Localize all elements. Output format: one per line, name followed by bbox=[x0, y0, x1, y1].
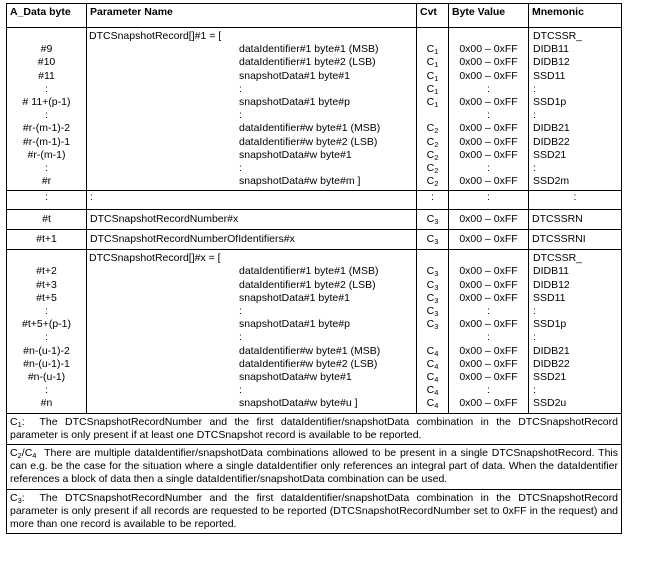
block1-value-1: 0x00 – 0xFF bbox=[459, 43, 518, 56]
block1-byte-11: #r bbox=[41, 175, 52, 188]
block1-cvt-4: $C_1$ bbox=[426, 82, 439, 96]
record-number-mnemonic: DTCSSRN bbox=[529, 210, 622, 230]
row-record-number bbox=[7, 210, 622, 230]
block1-byte-10: : bbox=[45, 161, 48, 174]
block2-param-9: snapshotData#w byte#1 bbox=[239, 370, 352, 383]
row-number-of-identifiers bbox=[7, 230, 622, 250]
block2-param-2: dataIdentifier#1 byte#2 (LSB) bbox=[239, 278, 376, 291]
block2-value-3: 0x00 – 0xFF bbox=[459, 291, 518, 304]
block2-param-1: dataIdentifier#1 byte#1 (MSB) bbox=[239, 265, 379, 278]
block2-value-6: : bbox=[487, 331, 490, 344]
block2-value-5: 0x00 – 0xFF bbox=[459, 318, 518, 331]
block1-param-0: DTCSnapshotRecord[]#1 = [ bbox=[89, 30, 222, 42]
block2-mnem-6: : bbox=[533, 331, 536, 344]
block1-mnem-3: SSD11 bbox=[533, 69, 566, 82]
note-c1 bbox=[7, 413, 622, 444]
block1-cvt-7: $C_2$ bbox=[426, 122, 439, 136]
block2-mnem-1: DIDB11 bbox=[533, 265, 569, 278]
block1-mnem-0: DTCSSR_ bbox=[533, 30, 583, 42]
sep-byte: : bbox=[7, 191, 87, 210]
block2-param-0: DTCSnapshotRecord[]#x = [ bbox=[89, 252, 221, 265]
block2-byte-col bbox=[7, 250, 87, 413]
note-c1-row bbox=[7, 413, 622, 444]
block1-byte-7: #r-(m-1)-2 bbox=[22, 122, 71, 135]
block2-value-0 bbox=[451, 252, 526, 265]
record-number-value: 0x00 – 0xFF bbox=[449, 210, 529, 230]
block2-param-6: : bbox=[239, 331, 242, 344]
note-label: $C_2/C_4$ bbox=[10, 446, 37, 460]
block1-mnem-1: DIDB11 bbox=[533, 43, 569, 56]
block1-mnem-6: : bbox=[533, 109, 536, 122]
note-label: $C_1$: bbox=[10, 415, 25, 429]
block2-byte-2: #t+3 bbox=[36, 278, 57, 291]
block1-cvt-8: $C_2$ bbox=[426, 135, 439, 149]
block2-mnem-4: : bbox=[533, 305, 536, 317]
block1-param-10: : bbox=[239, 161, 242, 174]
record-block-1 bbox=[7, 28, 622, 191]
block1-value-6: : bbox=[487, 109, 490, 122]
block1-byte-1: #9 bbox=[40, 43, 53, 56]
block2-mnem-5: SSD1p bbox=[533, 318, 567, 331]
block1-value-10: : bbox=[487, 161, 490, 174]
block2-cvt-8: $C_4$ bbox=[426, 357, 439, 371]
block2-value-col bbox=[449, 250, 529, 413]
num-identifiers-value: 0x00 – 0xFF bbox=[449, 230, 529, 250]
num-identifiers-param: DTCSnapshotRecordNumberOfIdentifiers#x bbox=[87, 230, 417, 250]
block1-value-8: 0x00 – 0xFF bbox=[459, 135, 518, 148]
separator-row bbox=[7, 191, 622, 210]
num-identifiers-cvt: $C_3$ bbox=[417, 230, 449, 250]
block2-byte-11: #n bbox=[40, 397, 53, 410]
record-number-param: DTCSnapshotRecordNumber#x bbox=[87, 210, 417, 230]
block1-value-9: 0x00 – 0xFF bbox=[459, 148, 518, 161]
block1-mnem-4: : bbox=[533, 82, 536, 95]
block1-mnem-2: DIDB12 bbox=[533, 56, 570, 69]
block1-param-1: dataIdentifier#1 byte#1 (MSB) bbox=[239, 43, 379, 56]
parameter-table bbox=[6, 3, 622, 534]
block1-cvt-2: $C_1$ bbox=[426, 56, 439, 70]
block2-byte-4: : bbox=[45, 305, 48, 317]
block2-cvt-2: $C_3$ bbox=[426, 278, 439, 292]
block2-cvt-5: $C_3$ bbox=[426, 318, 439, 332]
sep-cvt: : bbox=[417, 191, 449, 210]
block2-cvt-1: $C_3$ bbox=[426, 265, 439, 279]
block1-value-11: 0x00 – 0xFF bbox=[459, 175, 518, 188]
block1-param-11: snapshotData#w byte#m ] bbox=[239, 175, 361, 188]
block1-param-8: dataIdentifier#w byte#2 (LSB) bbox=[239, 135, 378, 148]
sep-value: : bbox=[449, 191, 529, 210]
block2-param-5: snapshotData#1 byte#p bbox=[239, 318, 350, 331]
block2-byte-9: #n-(u-1) bbox=[27, 370, 66, 383]
block1-cvt-5: $C_1$ bbox=[426, 95, 439, 109]
block1-cvt-6 bbox=[419, 109, 446, 122]
header-a-data-byte: A_Data byte bbox=[7, 4, 87, 28]
block2-value-7: 0x00 – 0xFF bbox=[459, 344, 518, 357]
block1-mnem-7: DIDB21 bbox=[533, 122, 570, 135]
block2-byte-8: #n-(u-1)-1 bbox=[23, 357, 70, 370]
block1-value-7: 0x00 – 0xFF bbox=[459, 122, 518, 135]
block2-param-11: snapshotData#w byte#u ] bbox=[239, 397, 358, 410]
block2-mnem-2: DIDB12 bbox=[533, 278, 570, 291]
block1-byte-6: : bbox=[45, 109, 48, 122]
block2-param-7: dataIdentifier#w byte#1 (MSB) bbox=[239, 344, 381, 357]
block1-param-5: snapshotData#1 byte#p bbox=[239, 95, 350, 108]
block2-mnem-7: DIDB21 bbox=[533, 344, 570, 357]
block2-param-col bbox=[87, 250, 417, 413]
block1-mnem-11: SSD2m bbox=[533, 175, 570, 188]
block2-byte-10: : bbox=[45, 384, 48, 397]
block2-mnem-10: : bbox=[533, 384, 536, 397]
block1-byte-3: #11 bbox=[38, 69, 55, 82]
block2-mnem-8: DIDB22 bbox=[533, 357, 570, 370]
block1-byte-9: #r-(m-1) bbox=[27, 148, 66, 161]
block1-mnem-9: SSD21 bbox=[533, 148, 567, 161]
block1-param-7: dataIdentifier#w byte#1 (MSB) bbox=[239, 122, 381, 135]
block2-cvt-col bbox=[417, 250, 449, 413]
note-c3-row bbox=[7, 489, 622, 534]
block2-value-11: 0x00 – 0xFF bbox=[459, 397, 518, 410]
block2-cvt-11: $C_4$ bbox=[426, 397, 439, 411]
header-parameter-name: Parameter Name bbox=[87, 4, 417, 28]
block2-mnem-0: DTCSSR_ bbox=[533, 252, 583, 265]
block1-cvt-1: $C_1$ bbox=[426, 43, 439, 57]
note-text: There are multiple dataIdentifier/snapshotData combinations allowed to be present in a single DTCSnapshotRecord. This can e.g. be the case for the situation where a single dataIdentifier only references an integral part of data. When the dataIdentifier references a block of data then a single dataIdentifier/snapshotData combination can be used. bbox=[10, 446, 618, 486]
sep-mnemonic: : bbox=[529, 191, 622, 210]
block1-cvt-0 bbox=[419, 30, 446, 43]
block1-mnem-8: DIDB22 bbox=[533, 135, 570, 148]
block2-param-4: : bbox=[239, 305, 242, 317]
block2-mnem-9: SSD21 bbox=[533, 370, 567, 383]
block1-param-col bbox=[87, 28, 417, 191]
block1-cvt-9: $C_2$ bbox=[426, 148, 439, 162]
header-row bbox=[7, 4, 622, 28]
block1-byte-col bbox=[7, 28, 87, 191]
header-mnemonic: Mnemonic bbox=[529, 4, 622, 28]
block2-byte-3: #t+5 bbox=[36, 291, 57, 304]
block1-value-2: 0x00 – 0xFF bbox=[459, 56, 518, 69]
block2-cvt-6 bbox=[419, 331, 446, 344]
block2-byte-6: : bbox=[45, 331, 48, 344]
block2-value-9: 0x00 – 0xFF bbox=[459, 370, 518, 383]
block2-byte-7: #n-(u-1)-2 bbox=[23, 344, 70, 357]
note-text: The DTCSnapshotRecordNumber and the first dataIdentifier/snapshotData combination in the DTCSnapshotRecord parameter is only present if at least one DTCSnapshot record is available to be reported. bbox=[10, 415, 618, 441]
block2-mnem-3: SSD11 bbox=[533, 291, 566, 304]
block2-value-2: 0x00 – 0xFF bbox=[459, 278, 518, 291]
block2-param-3: snapshotData#1 byte#1 bbox=[239, 291, 350, 304]
block1-param-2: dataIdentifier#1 byte#2 (LSB) bbox=[239, 56, 376, 69]
block1-byte-4: : bbox=[45, 82, 48, 95]
note-text: The DTCSnapshotRecordNumber and the first dataIdentifier/snapshotData combination in the DTCSnapshotRecord parameter is only present if all records are requested to be reported (DTCSnapshotRecordNumber set to 0xFF in the request) and more than one record is available to be reported. bbox=[10, 491, 618, 530]
block2-param-8: dataIdentifier#w byte#2 (LSB) bbox=[239, 357, 378, 370]
block2-value-8: 0x00 – 0xFF bbox=[459, 357, 518, 370]
block1-cvt-3: $C_1$ bbox=[426, 69, 439, 83]
note-label: $C_3$: bbox=[10, 491, 25, 505]
block2-byte-5: #t+5+(p-1) bbox=[21, 318, 72, 331]
block1-value-4: : bbox=[487, 82, 490, 95]
block2-value-10: : bbox=[487, 384, 490, 397]
num-identifiers-mnemonic: DTCSSRNI bbox=[529, 230, 622, 250]
block1-value-0 bbox=[451, 30, 526, 43]
header-cvt: Cvt bbox=[417, 4, 449, 28]
block2-byte-0 bbox=[9, 252, 84, 265]
block2-cvt-9: $C_4$ bbox=[426, 370, 439, 384]
block2-param-10: : bbox=[239, 384, 242, 397]
block2-byte-1: #t+2 bbox=[36, 265, 57, 278]
block1-param-4: : bbox=[239, 82, 242, 95]
block2-cvt-7: $C_4$ bbox=[426, 344, 439, 358]
num-identifiers-byte: #t+1 bbox=[7, 230, 87, 250]
header-byte-value: Byte Value bbox=[449, 4, 529, 28]
block2-value-1: 0x00 – 0xFF bbox=[459, 265, 518, 278]
sep-param: : bbox=[87, 191, 417, 210]
block1-param-9: snapshotData#w byte#1 bbox=[239, 148, 352, 161]
block1-param-6: : bbox=[239, 109, 242, 122]
block1-cvt-col bbox=[417, 28, 449, 191]
record-block-2 bbox=[7, 250, 622, 413]
block1-mnemonic-col bbox=[529, 28, 622, 191]
block1-byte-5: # 11+(p-1) bbox=[22, 95, 71, 108]
block1-mnem-10: : bbox=[533, 161, 536, 174]
block2-value-4: : bbox=[487, 305, 490, 317]
note-c2c4-row bbox=[7, 444, 622, 489]
block1-value-5: 0x00 – 0xFF bbox=[459, 95, 518, 108]
block1-byte-8: #r-(m-1)-1 bbox=[22, 135, 71, 148]
parameter-table-container bbox=[6, 3, 621, 534]
block2-mnemonic-col bbox=[529, 250, 622, 413]
note-c3 bbox=[7, 489, 622, 534]
record-number-byte: #t bbox=[7, 210, 87, 230]
block1-value-col bbox=[449, 28, 529, 191]
block1-byte-2: #10 bbox=[37, 56, 56, 69]
block1-mnem-5: SSD1p bbox=[533, 95, 567, 108]
record-number-cvt: $C_3$ bbox=[417, 210, 449, 230]
note-c2-c4 bbox=[7, 444, 622, 489]
block1-byte-0 bbox=[9, 30, 84, 43]
block2-cvt-10: $C_4$ bbox=[426, 384, 439, 398]
block2-cvt-3: $C_3$ bbox=[426, 291, 439, 305]
block1-param-3: snapshotData#1 byte#1 bbox=[239, 69, 350, 82]
block2-cvt-4: $C_3$ bbox=[426, 305, 439, 318]
block1-cvt-11: $C_2$ bbox=[426, 175, 439, 189]
block1-value-3: 0x00 – 0xFF bbox=[459, 69, 518, 82]
block2-mnem-11: SSD2u bbox=[533, 397, 567, 410]
block2-cvt-0 bbox=[419, 252, 446, 265]
block1-cvt-10: $C_2$ bbox=[426, 161, 439, 175]
